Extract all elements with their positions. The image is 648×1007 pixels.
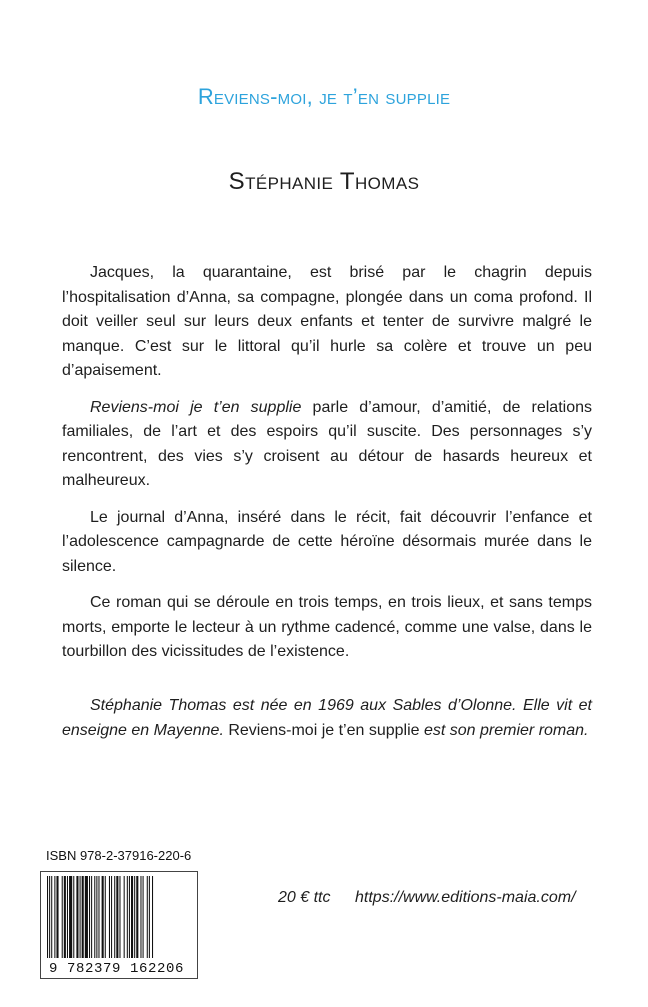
bio-text-1: Stéphanie Thomas est née en 1969 aux Sables d’Olonne. Elle vit et enseigne en Mayenne. — [62, 697, 592, 739]
bio-title-reference: Reviens-moi je t’en supplie — [228, 721, 420, 739]
barcode-bar — [143, 876, 144, 958]
barcode-bar — [109, 876, 110, 958]
barcode-bar — [134, 876, 135, 958]
barcode-bar — [80, 876, 81, 958]
barcode-bar — [96, 876, 97, 958]
barcode-bar — [149, 876, 150, 958]
barcode-digits: 9 782379 162206 — [49, 961, 185, 977]
barcode-bar — [94, 876, 95, 958]
barcode-bar — [51, 876, 52, 958]
barcode-bar — [82, 876, 84, 958]
barcode-bar — [127, 876, 128, 958]
bio-text-2: est son premier roman. — [419, 721, 589, 739]
barcode-bar — [91, 876, 92, 958]
blurb — [62, 261, 592, 665]
barcode-bar — [49, 876, 50, 958]
barcode-bar — [62, 876, 63, 958]
blurb-title-reference: Reviens-moi je t’en supplie — [90, 398, 302, 416]
book-title: Reviens-moi, je t’en supplie — [197, 84, 451, 109]
barcode-bar — [56, 876, 58, 958]
barcode-bar — [64, 876, 66, 958]
barcode-bar — [67, 876, 68, 958]
barcode-bar — [129, 876, 130, 958]
barcode-bar — [136, 876, 138, 958]
publisher-url: https://www.editions-maia.com/ — [355, 889, 576, 906]
author-bio — [62, 694, 592, 743]
barcode-bar — [47, 876, 48, 958]
barcode-bar — [152, 876, 153, 958]
blurb-paragraph-2 — [62, 396, 592, 494]
barcode-bar — [85, 876, 88, 958]
barcode — [40, 871, 198, 979]
barcode-bar — [124, 876, 125, 958]
barcode-bar — [131, 876, 133, 958]
barcode-bar — [114, 876, 115, 958]
blurb-paragraph-3: Le journal d’Anna, inséré dans le récit, fait découvrir l’enfance et l’adolescence campagnarde de cette héroïne désormais murée dans le silence. — [62, 508, 592, 575]
barcode-bar — [116, 876, 118, 958]
isbn-label: ISBN 978-2-37916-220-6 — [46, 848, 192, 863]
barcode-bar — [69, 876, 72, 958]
blurb-paragraph-2-text: parle d’amour, d’amitié, de relations familiales, de l’art et des espoirs qu’il suscite. Des personnages s’y rencontrent, des vies s’y croisent au détour de hasards heureux et malheureux. — [62, 398, 593, 489]
blurb-paragraph-1: Jacques, la quarantaine, est brisé par le chagrin depuis l’hospitalisation d’Anna, sa compagne, plongée dans un coma profond. Il doit veiller seul sur leurs deux enfants et tenter de survivre malgré le manque. C’est sur le littoral qu’il hurle sa colère et trouve un peu d’apaisement. — [62, 264, 592, 379]
price: 20 € ttc — [278, 889, 331, 906]
author-name: Stéphanie Thomas — [228, 168, 420, 195]
barcode-bar — [98, 876, 99, 958]
barcode-bar — [102, 876, 104, 958]
blurb-paragraph-4: Ce roman qui se déroule en trois temps, en trois lieux, et sans temps morts, emporte le lecteur à un rythme cadencé, comme une valse, dans le tourbillon des vicissitudes de l’existence. — [62, 594, 592, 660]
barcode-bar — [111, 876, 112, 958]
barcode-bar — [54, 876, 55, 958]
barcode-bar — [147, 876, 148, 958]
barcode-bar — [140, 876, 141, 958]
barcode-bar — [76, 876, 78, 958]
barcode-bar — [119, 876, 120, 958]
barcode-bar — [89, 876, 90, 958]
barcode-bar — [105, 876, 106, 958]
barcode-bar — [73, 876, 74, 958]
